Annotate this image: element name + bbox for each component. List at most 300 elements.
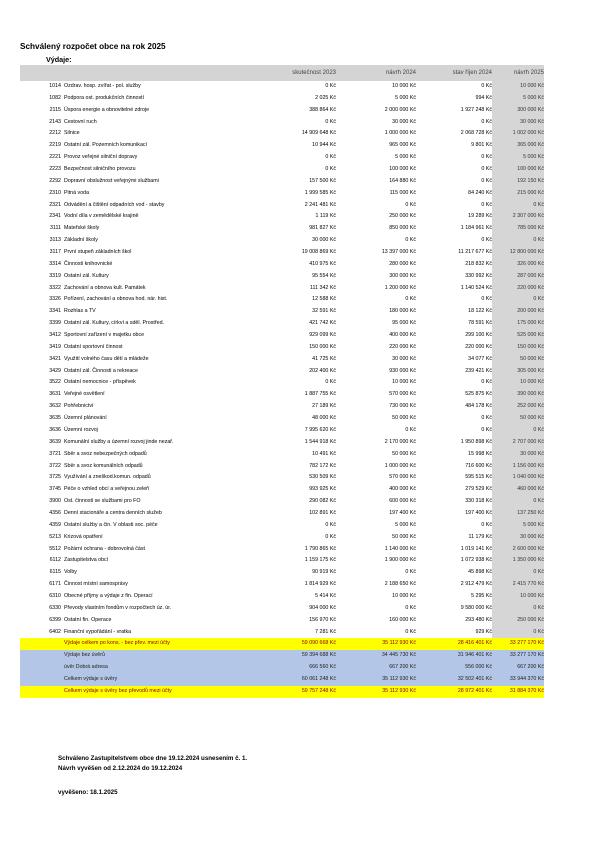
row-actual-2023: 12 588 Kč (312, 296, 336, 303)
row-name: Sportovní zařízení v majetku obce (64, 332, 145, 339)
row-status-oct-2024: 716 600 Kč (465, 462, 492, 469)
row-code: 6115 (49, 569, 61, 576)
row-actual-2023: 410 975 Kč (309, 260, 336, 267)
row-code: 3399 (49, 320, 61, 327)
summary-row (20, 674, 544, 686)
row-name: Úspora energie a obnovitelné zdroje (64, 106, 150, 113)
row-code: 2223 (49, 166, 61, 173)
row-proposal-2025: 252 000 Kč (517, 403, 544, 410)
row-status-oct-2024: 0 Kč (481, 118, 492, 125)
row-status-oct-2024: 0 Kč (481, 177, 492, 184)
row-status-oct-2024: 0 Kč (481, 154, 492, 161)
row-status-oct-2024: 197 400 Kč (465, 509, 492, 516)
row-status-oct-2024: 0 Kč (481, 379, 492, 386)
table-summary (20, 638, 544, 697)
row-proposal-2024: 280 000 Kč (389, 260, 416, 267)
summary-proposal-2025: 667 200 Kč (517, 664, 544, 671)
row-proposal-2024: 2 188 650 Kč (384, 581, 416, 588)
row-code: 3631 (49, 391, 61, 398)
row-code: 3632 (49, 403, 61, 410)
row-code: 6171 (49, 581, 61, 588)
row-name: Zachování a obnova kult. Památek (64, 284, 146, 291)
row-proposal-2024: 50 000 Kč (392, 415, 416, 422)
summary-status-oct-2024: 32 502 401 Kč (457, 675, 492, 682)
row-code: 5213 (49, 533, 61, 540)
row-code: 3117 (49, 249, 61, 256)
row-proposal-2025: 200 000 Kč (517, 308, 544, 315)
table-row (20, 461, 544, 473)
row-code: 2212 (49, 130, 61, 137)
row-name: Obecné příjmy a výdaje z fin. Operací (64, 592, 153, 599)
row-name: Veřejné osvětlení (64, 391, 105, 398)
summary-actual-2023: 59 394 688 Kč (301, 652, 336, 659)
row-name: Vodní díla v zemědělské krajině (64, 213, 139, 220)
table-row (20, 283, 544, 295)
row-proposal-2025: 0 Kč (533, 628, 544, 635)
row-status-oct-2024: 218 832 Kč (465, 260, 492, 267)
row-proposal-2024: 850 000 Kč (389, 225, 416, 232)
row-actual-2023: 2 241 481 Kč (304, 201, 336, 208)
row-code: 6112 (49, 557, 61, 564)
row-name: Denní stacionáře a centra denních služeb (64, 509, 162, 516)
row-status-oct-2024: 1 184 961 Kč (460, 225, 492, 232)
row-proposal-2025: 2 707 000 Kč (512, 438, 544, 445)
row-proposal-2025: 0 Kč (533, 569, 544, 576)
row-status-oct-2024: 11 217 677 Kč (458, 249, 492, 256)
row-actual-2023: 1 887 755 Kč (304, 391, 336, 398)
row-name: Ostatní služby a čin. V oblasti soc. péče (64, 521, 158, 528)
row-proposal-2025: 2 600 000 Kč (512, 545, 544, 552)
row-code: 4356 (49, 509, 61, 516)
row-proposal-2025: 1 002 000 Kč (512, 130, 544, 137)
row-actual-2023: 32 591 Kč (312, 308, 336, 315)
row-code: 2292 (49, 177, 61, 184)
table-row (20, 211, 544, 223)
row-status-oct-2024: 330 992 Kč (465, 272, 492, 279)
row-code: 3319 (49, 272, 61, 279)
summary-status-oct-2024: 28 416 401 Kč (457, 640, 492, 647)
table-row (20, 508, 544, 520)
row-proposal-2025: 215 000 Kč (517, 189, 544, 196)
summary-proposal-2024: 35 112 930 Kč (382, 640, 416, 647)
row-actual-2023: 0 Kč (325, 154, 336, 161)
row-name: Ostatní fin. Operace (64, 616, 112, 623)
table-row (20, 591, 544, 603)
row-name: Rozhlas a TV (64, 308, 96, 315)
row-actual-2023: 981 827 Kč (309, 225, 336, 232)
row-code: 2321 (49, 201, 61, 208)
row-proposal-2024: 220 000 Kč (389, 343, 416, 350)
row-name: Činnost místní samosprávy (64, 581, 128, 588)
table-row (20, 271, 544, 283)
table-header (20, 65, 544, 81)
row-proposal-2024: 115 000 Kč (389, 189, 416, 196)
row-proposal-2024: 1 000 000 Kč (384, 130, 416, 137)
row-proposal-2025: 0 Kč (533, 296, 544, 303)
row-actual-2023: 0 Kč (325, 533, 336, 540)
table-row (20, 413, 544, 425)
row-actual-2023: 111 342 Kč (309, 284, 336, 291)
row-actual-2023: 0 Kč (325, 166, 336, 173)
row-status-oct-2024: 279 529 Kč (465, 486, 492, 493)
table-row (20, 449, 544, 461)
row-code: 4359 (49, 521, 61, 528)
summary-proposal-2024: 35 112 930 Kč (382, 687, 416, 694)
row-proposal-2024: 400 000 Kč (389, 486, 416, 493)
row-actual-2023: 27 189 Kč (312, 403, 336, 410)
row-code: 2115 (49, 106, 61, 113)
row-status-oct-2024: 34 077 Kč (468, 355, 492, 362)
row-actual-2023: 202 400 Kč (309, 367, 336, 374)
row-proposal-2024: 1 140 000 Kč (384, 545, 416, 552)
table-row (20, 259, 544, 271)
row-proposal-2025: 50 000 Kč (520, 415, 544, 422)
row-code: 6330 (49, 604, 61, 611)
row-name: Dopravní obslužnost veřejnými službami (64, 177, 159, 184)
row-name: Převody vlastním fondům v rozpočtech úz. úr. (64, 604, 172, 611)
summary-proposal-2024: 34 445 730 Kč (381, 652, 416, 659)
row-code: 3900 (49, 498, 61, 505)
row-actual-2023: 10 944 Kč (312, 142, 336, 149)
row-status-oct-2024: 0 Kč (481, 166, 492, 173)
row-proposal-2025: 287 000 Kč (517, 272, 544, 279)
row-proposal-2025: 0 Kč (533, 426, 544, 433)
row-proposal-2025: 150 000 Kč (517, 343, 544, 350)
row-status-oct-2024: 994 Kč (475, 94, 492, 101)
row-code: 6310 (49, 592, 61, 599)
header-status-oct-2024: stav říjen 2024 (452, 70, 492, 76)
table-row (20, 294, 544, 306)
posted-date-note: vyvěšeno: 18.1.2025 (58, 789, 118, 796)
row-actual-2023: 10 491 Kč (312, 450, 336, 457)
row-name: Volby (64, 569, 77, 576)
row-proposal-2024: 10 000 Kč (392, 592, 416, 599)
row-proposal-2025: 0 Kč (533, 201, 544, 208)
table-row (20, 247, 544, 259)
row-proposal-2024: 5 000 Kč (395, 94, 416, 101)
row-proposal-2024: 30 000 Kč (392, 355, 416, 362)
table-row (20, 579, 544, 591)
row-proposal-2024: 50 000 Kč (392, 450, 416, 457)
row-actual-2023: 290 082 Kč (309, 498, 336, 505)
summary-label: Výdaje celkem po kons. - bez přev. mezi účty (64, 640, 170, 647)
row-name: Ozdrav. hosp. zvířat - pol. služby (64, 83, 141, 89)
row-status-oct-2024: 293 480 Kč (465, 616, 492, 623)
row-proposal-2025: 10 000 Kč (520, 83, 544, 89)
row-status-oct-2024: 19 289 Kč (468, 213, 492, 220)
row-actual-2023: 388 864 Kč (309, 106, 336, 113)
row-actual-2023: 530 509 Kč (309, 474, 336, 481)
row-proposal-2025: 250 000 Kč (517, 616, 544, 623)
table-row (20, 615, 544, 627)
row-proposal-2025: 220 000 Kč (517, 284, 544, 291)
row-status-oct-2024: 595 515 Kč (465, 474, 492, 481)
table-row (20, 128, 544, 140)
table-row (20, 425, 544, 437)
table-row (20, 603, 544, 615)
summary-actual-2023: 59 757 248 Kč (301, 687, 336, 694)
row-actual-2023: 7 281 Kč (315, 628, 336, 635)
row-proposal-2024: 400 000 Kč (389, 332, 416, 339)
table-row (20, 117, 544, 129)
table-row (20, 567, 544, 579)
row-proposal-2025: 785 000 Kč (517, 225, 544, 232)
row-name: Mateřské školy (64, 225, 100, 232)
row-proposal-2024: 95 000 Kč (392, 320, 416, 327)
row-proposal-2024: 300 000 Kč (389, 272, 416, 279)
table-row (20, 627, 544, 639)
row-actual-2023: 90 919 Kč (312, 569, 336, 576)
row-proposal-2024: 930 000 Kč (389, 367, 416, 374)
row-actual-2023: 1 790 865 Kč (304, 545, 336, 552)
row-code: 3725 (49, 474, 61, 481)
row-actual-2023: 421 742 Kč (309, 320, 336, 327)
row-proposal-2025: 300 000 Kč (517, 106, 544, 113)
row-proposal-2024: 0 Kč (405, 604, 416, 611)
row-code: 3429 (49, 367, 61, 374)
row-proposal-2024: 10 000 Kč (392, 83, 416, 89)
row-status-oct-2024: 0 Kč (481, 237, 492, 244)
row-proposal-2025: 2 415 770 Kč (512, 581, 544, 588)
row-status-oct-2024: 929 Kč (475, 628, 492, 635)
table-row (20, 318, 544, 330)
row-status-oct-2024: 45 898 Kč (468, 569, 492, 576)
summary-row (20, 650, 544, 662)
row-code: 6399 (49, 616, 61, 623)
row-name: Cestovní ruch (64, 118, 97, 125)
row-code: 3421 (49, 355, 61, 362)
summary-status-oct-2024: 556 000 Kč (465, 664, 492, 671)
row-status-oct-2024: 9 580 000 Kč (460, 604, 492, 611)
row-name: Podpora ost. produkčních činností (64, 94, 145, 101)
header-actual-2023: skutečnost 2023 (292, 70, 336, 76)
row-actual-2023: 904 000 Kč (309, 604, 336, 611)
row-actual-2023: 1 119 Kč (315, 213, 336, 220)
row-code: 3314 (49, 260, 61, 267)
row-code: 3635 (49, 415, 61, 422)
row-proposal-2025: 30 000 Kč (520, 533, 544, 540)
row-proposal-2024: 570 000 Kč (389, 391, 416, 398)
row-proposal-2024: 50 000 Kč (392, 533, 416, 540)
row-proposal-2025: 1 350 000 Kč (512, 557, 544, 564)
row-code: 2143 (49, 118, 61, 125)
page-title: Schválený rozpočet obce na rok 2025 (20, 42, 166, 51)
row-status-oct-2024: 1 072 938 Kč (460, 557, 492, 564)
row-proposal-2024: 30 000 Kč (392, 118, 416, 125)
table-row (20, 354, 544, 366)
approval-note: Schváleno Zastupitelstvem obce dne 19.12.2024 usnesením č. 1. (58, 755, 248, 762)
budget-table (20, 65, 544, 698)
row-actual-2023: 929 099 Kč (309, 332, 336, 339)
table-row (20, 342, 544, 354)
row-code: 2221 (49, 154, 61, 161)
header-proposal-2024: návrh 2024 (385, 70, 416, 76)
summary-status-oct-2024: 28 972 401 Kč (457, 687, 492, 694)
row-name: Silnice (64, 130, 80, 137)
row-proposal-2025: 326 000 Kč (517, 260, 544, 267)
row-actual-2023: 0 Kč (325, 521, 336, 528)
row-proposal-2025: 10 000 Kč (520, 592, 544, 599)
row-status-oct-2024: 1 140 524 Kč (460, 284, 492, 291)
row-status-oct-2024: 18 122 Kč (468, 308, 492, 315)
summary-row (20, 638, 544, 650)
row-status-oct-2024: 0 Kč (481, 296, 492, 303)
row-proposal-2024: 250 000 Kč (389, 213, 416, 220)
row-proposal-2024: 197 400 Kč (389, 509, 416, 516)
summary-proposal-2024: 667 200 Kč (389, 664, 416, 671)
row-actual-2023: 993 925 Kč (309, 486, 336, 493)
row-proposal-2024: 164 880 Kč (389, 177, 416, 184)
row-actual-2023: 150 000 Kč (309, 343, 336, 350)
table-row (20, 520, 544, 532)
row-status-oct-2024: 0 Kč (481, 521, 492, 528)
row-status-oct-2024: 11 179 Kč (468, 533, 492, 540)
row-proposal-2025: 0 Kč (533, 498, 544, 505)
row-code: 3636 (49, 426, 61, 433)
summary-actual-2023: 59 090 668 Kč (301, 640, 336, 647)
row-proposal-2024: 0 Kč (405, 201, 416, 208)
row-proposal-2024: 180 000 Kč (389, 308, 416, 315)
row-name: Ostatní zál. Kultury, církví a sděl. Prostřed. (64, 320, 164, 327)
summary-proposal-2025: 33 277 170 Kč (509, 652, 544, 659)
summary-status-oct-2024: 31 946 401 Kč (457, 652, 492, 659)
row-proposal-2024: 600 000 Kč (389, 498, 416, 505)
row-proposal-2024: 0 Kč (405, 569, 416, 576)
row-proposal-2025: 305 000 Kč (517, 367, 544, 374)
row-proposal-2024: 100 000 Kč (389, 166, 416, 173)
row-status-oct-2024: 525 875 Kč (465, 391, 492, 398)
table-row (20, 235, 544, 247)
summary-row (20, 662, 544, 674)
row-proposal-2024: 0 Kč (405, 237, 416, 244)
table-body (20, 81, 544, 638)
row-proposal-2024: 2 170 000 Kč (384, 438, 416, 445)
row-name: Ostatní zál. Pozemních komunikací (64, 142, 148, 149)
row-actual-2023: 0 Kč (325, 379, 336, 386)
row-proposal-2025: 365 000 Kč (517, 142, 544, 149)
row-code: 1082 (49, 94, 61, 101)
row-proposal-2024: 5 000 Kč (395, 521, 416, 528)
table-row (20, 377, 544, 389)
row-proposal-2024: 13 397 000 Kč (381, 249, 416, 256)
row-proposal-2025: 50 000 Kč (520, 355, 544, 362)
row-actual-2023: 102 891 Kč (309, 509, 336, 516)
section-subtitle: Výdaje: (46, 55, 72, 64)
table-row (20, 401, 544, 413)
row-status-oct-2024: 2 068 728 Kč (460, 130, 492, 137)
row-name: Pořízení, zachování a obnova hod. nár. hist. (64, 296, 168, 303)
summary-label: Celkem výdaje s úvěry bez převodů mezi účty (64, 687, 172, 694)
row-actual-2023: 5 414 Kč (315, 592, 336, 599)
row-proposal-2024: 160 000 Kč (389, 616, 416, 623)
row-code: 3722 (49, 462, 61, 469)
row-code: 6402 (49, 628, 61, 635)
row-name: Využití volného času dětí a mládeže (64, 355, 149, 362)
row-proposal-2024: 1 900 000 Kč (384, 557, 416, 564)
row-proposal-2025: 1 040 000 Kč (512, 474, 544, 481)
table-row (20, 437, 544, 449)
row-code: 1014 (49, 83, 61, 89)
row-name: Ost. činnosti se službami pro FO (64, 498, 141, 505)
summary-label: úvěr Dobrá adresa (64, 664, 108, 671)
row-name: Ostatní zál. Kultury (64, 272, 109, 279)
row-name: Ostatní nemocnice - příspěvek (64, 379, 136, 386)
table-row (20, 330, 544, 342)
posting-period-note: Návrh vyvěšen od 2.12.2024 do 19.12.2024 (58, 765, 183, 772)
row-proposal-2025: 390 000 Kč (517, 391, 544, 398)
summary-proposal-2024: 35 112 930 Kč (382, 675, 416, 682)
table-row (20, 223, 544, 235)
row-name: Pohřebnictví (64, 403, 94, 410)
table-row (20, 389, 544, 401)
row-actual-2023: 1 159 175 Kč (304, 557, 336, 564)
row-actual-2023: 95 554 Kč (312, 272, 336, 279)
row-code: 3322 (49, 284, 61, 291)
summary-row (20, 686, 544, 698)
table-row (20, 188, 544, 200)
row-proposal-2024: 965 000 Kč (389, 142, 416, 149)
row-name: Územní rozvoj (64, 426, 98, 433)
row-status-oct-2024: 220 000 Kč (465, 343, 492, 350)
row-proposal-2024: 2 000 000 Kč (384, 106, 416, 113)
table-row (20, 306, 544, 318)
row-actual-2023: 1 544 918 Kč (304, 438, 336, 445)
row-actual-2023: 1 814 929 Kč (304, 581, 336, 588)
row-actual-2023: 0 Kč (325, 83, 336, 89)
row-proposal-2025: 192 150 Kč (517, 177, 544, 184)
table-row (20, 484, 544, 496)
row-proposal-2024: 10 000 Kč (392, 379, 416, 386)
table-row (20, 366, 544, 378)
summary-proposal-2025: 33 277 170 Kč (509, 640, 544, 647)
row-name: Základní školy (64, 237, 98, 244)
row-actual-2023: 7 995 620 Kč (304, 426, 336, 433)
row-actual-2023: 14 909 648 Kč (301, 130, 336, 137)
row-status-oct-2024: 0 Kč (481, 83, 492, 89)
row-proposal-2024: 0 Kč (405, 628, 416, 635)
row-code: 3639 (49, 438, 61, 445)
row-status-oct-2024: 1 950 898 Kč (460, 438, 492, 445)
table-row (20, 496, 544, 508)
row-proposal-2024: 570 000 Kč (389, 474, 416, 481)
row-status-oct-2024: 0 Kč (481, 426, 492, 433)
table-row (20, 532, 544, 544)
row-status-oct-2024: 78 591 Kč (468, 320, 492, 327)
row-proposal-2025: 12 800 000 Kč (509, 249, 544, 256)
row-actual-2023: 41 725 Kč (312, 355, 336, 362)
row-actual-2023: 156 970 Kč (309, 616, 336, 623)
row-status-oct-2024: 0 Kč (481, 201, 492, 208)
row-code: 3419 (49, 343, 61, 350)
table-row (20, 93, 544, 105)
row-name: Využívání a zneškod.komun. odpadů (64, 474, 151, 481)
row-name: Požární ochrana - dobrovolná část (64, 545, 145, 552)
row-code: 3522 (49, 379, 61, 386)
row-status-oct-2024: 1 927 248 Kč (460, 106, 492, 113)
summary-proposal-2025: 33 944 370 Kč (509, 675, 544, 682)
table-row (20, 105, 544, 117)
table-row (20, 544, 544, 556)
row-proposal-2025: 100 000 Kč (517, 166, 544, 173)
row-proposal-2025: 137 250 Kč (517, 509, 544, 516)
row-actual-2023: 0 Kč (325, 118, 336, 125)
row-name: Provoz veřejné silniční dopravy (64, 154, 138, 161)
row-actual-2023: 1 999 585 Kč (304, 189, 336, 196)
row-name: Odvádění a čištění odpadních vod - stavby (64, 201, 165, 208)
table-row (20, 81, 544, 93)
row-code: 5512 (49, 545, 61, 552)
row-code: 3113 (49, 237, 61, 244)
